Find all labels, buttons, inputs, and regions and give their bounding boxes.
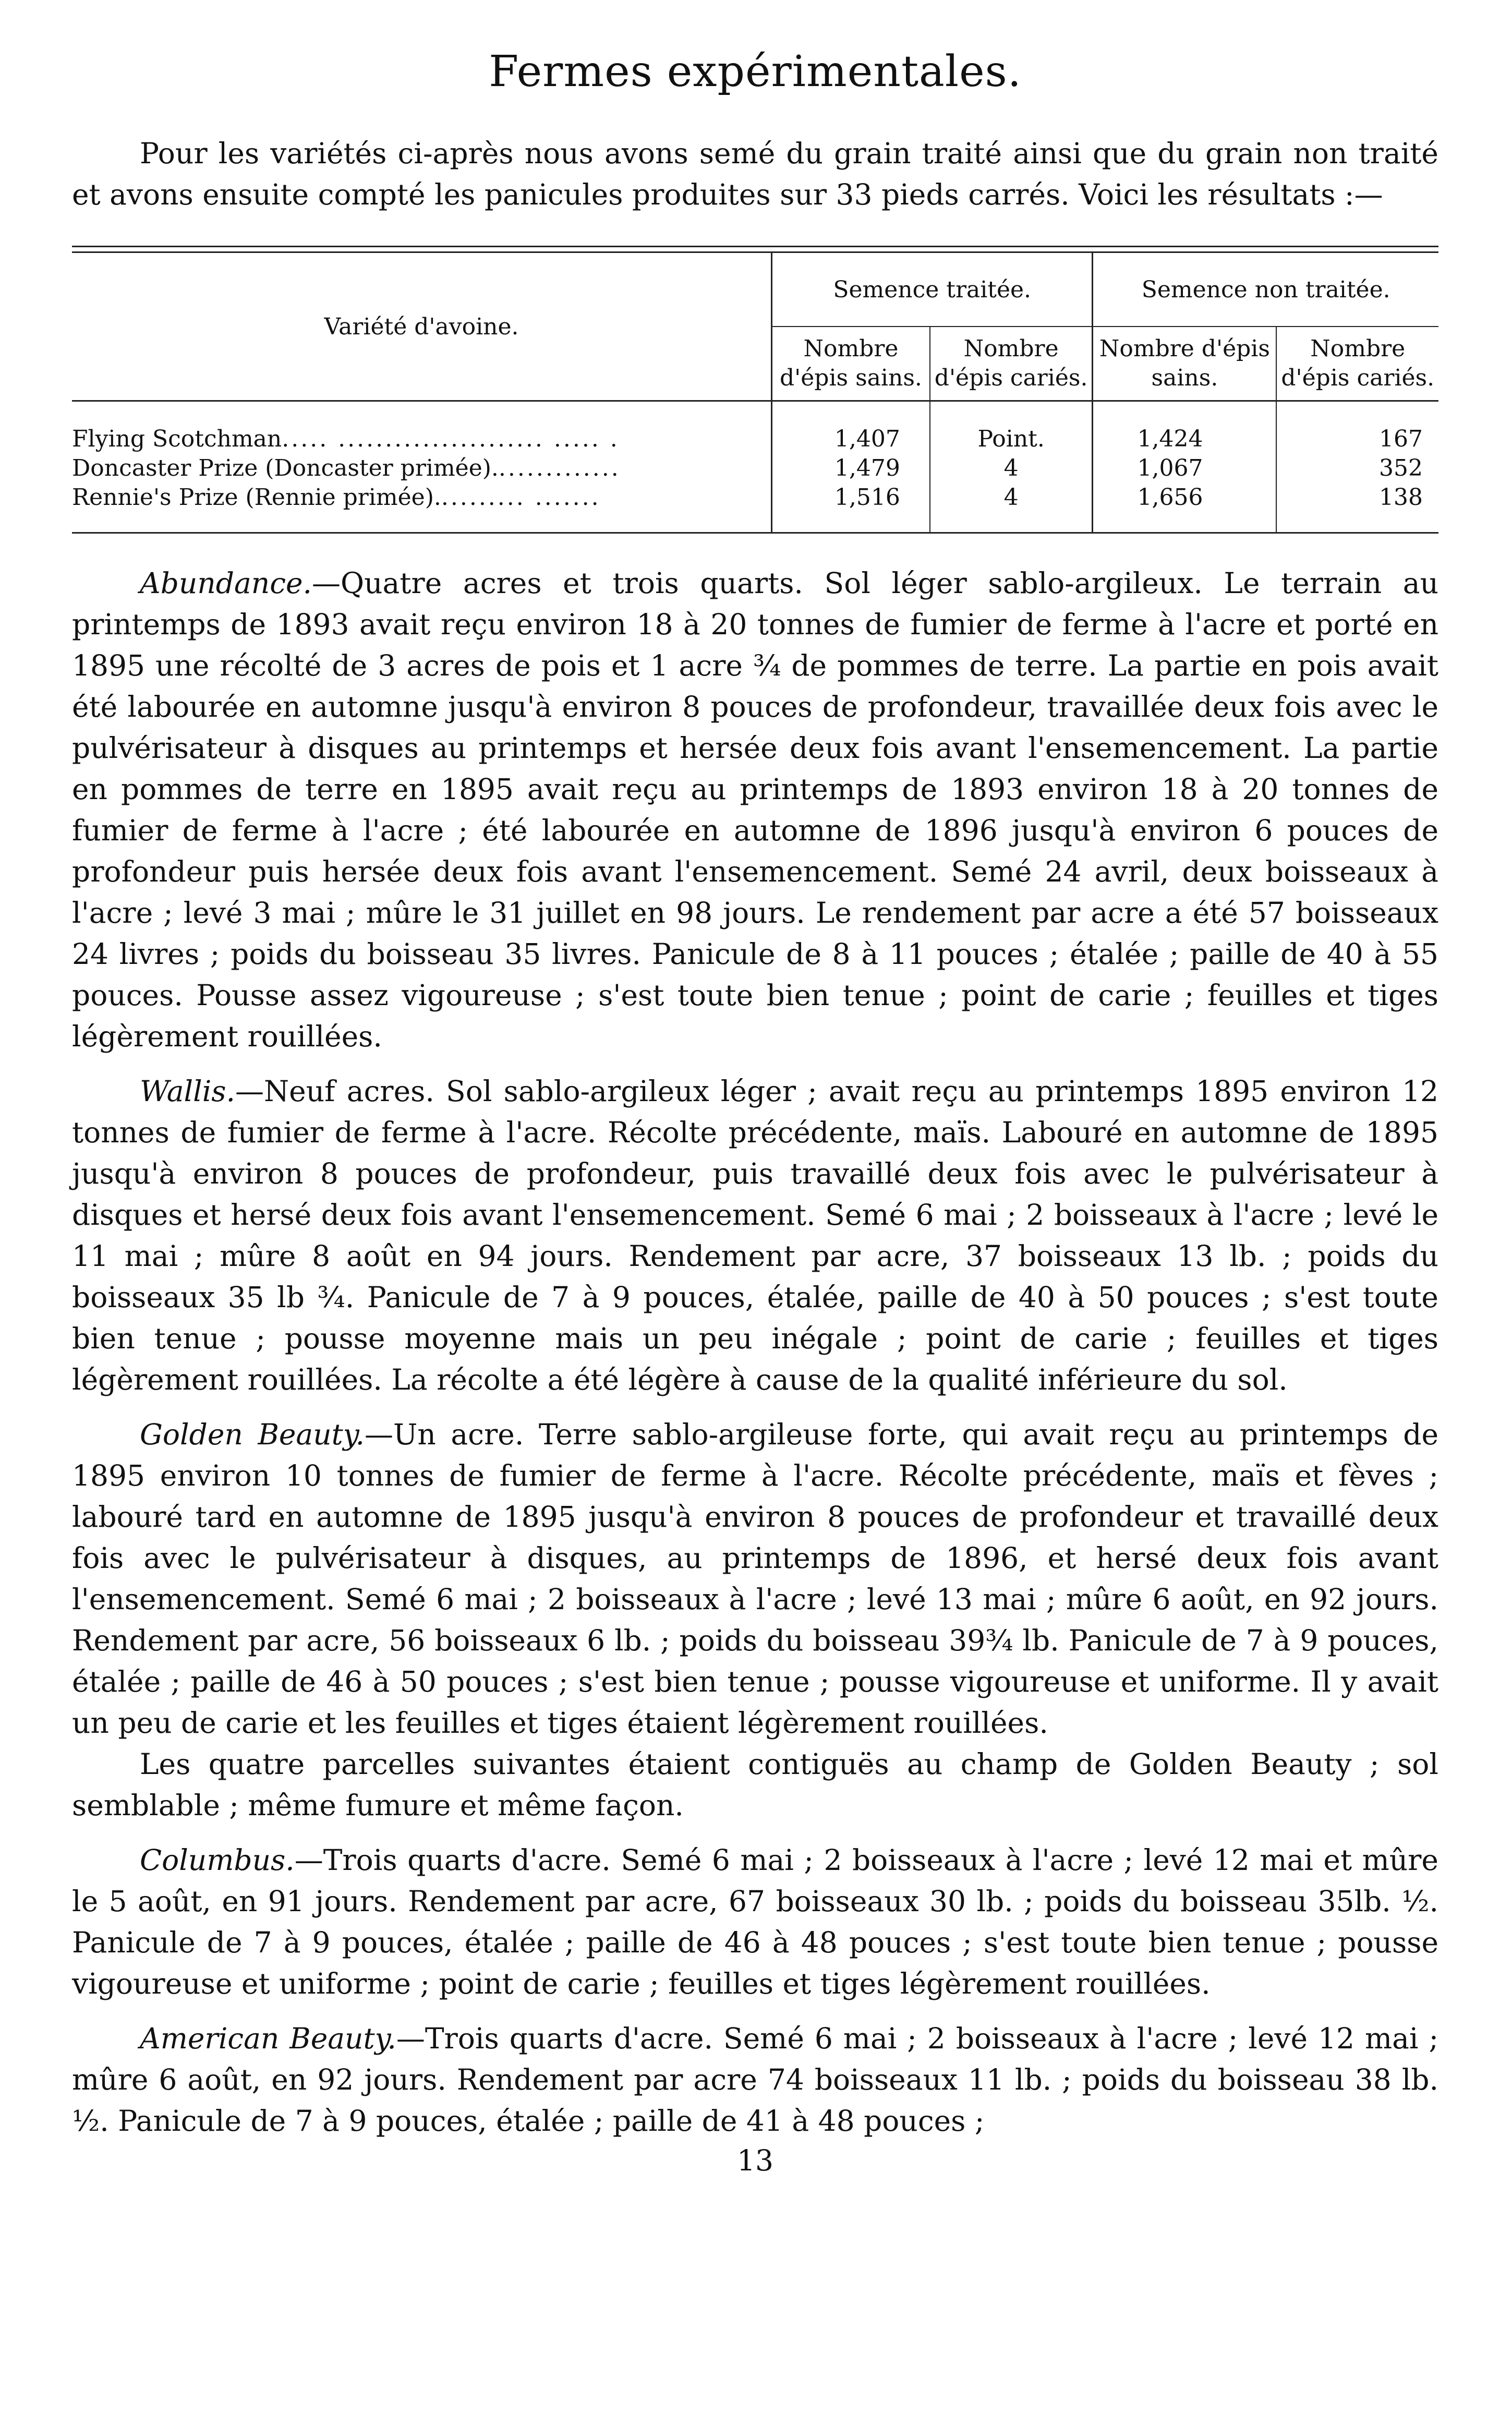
section-heading: American Beauty. — [140, 2022, 396, 2055]
section-heading: Golden Beauty. — [140, 1418, 365, 1451]
row-untreated-smut: 352 — [1276, 454, 1438, 483]
table-bottom-rule — [72, 532, 1438, 534]
row-untreated-healthy: 1,656 — [1093, 483, 1277, 532]
section-abundance — [72, 563, 1438, 1057]
section-heading: Abundance. — [140, 566, 312, 600]
section-text: —Trois quarts d'acre. Semé 6 mai ; 2 boisseaux à l'acre ; levé 12 mai ; mûre 6 août, en 92 jours. Rendement par acre 74 boisseaux 11 lb. ; poids du boisseau 38 lb. ½. Panicule de 7 à 9 pouces, étalée ; paille de 41 à 48 pouces ; — [72, 2022, 1438, 2138]
sub-header-untreated-healthy: Nombre d'épis sains. — [1093, 327, 1277, 401]
table-row — [72, 454, 1438, 483]
section-heading: Wallis. — [140, 1075, 236, 1108]
sub-header-treated-healthy: Nombre d'épis sains. — [772, 327, 930, 401]
row-untreated-smut: 167 — [1276, 401, 1438, 454]
document-page — [72, 47, 1438, 2177]
page-number: 13 — [737, 2144, 773, 2177]
table-top-rule — [72, 246, 1438, 253]
treated-group-header: Semence traitée. — [772, 253, 1093, 327]
table-row — [72, 401, 1438, 454]
section-wallis — [72, 1071, 1438, 1401]
section-text: Les quatre parcelles suivantes étaient contiguës au champ de Golden Beauty ; sol semblable ; même fumure et même façon. — [72, 1747, 1438, 1822]
variety-header: Variété d'avoine. — [72, 253, 772, 401]
section-golden-beauty — [72, 1414, 1438, 1744]
row-leader-dots: ..... ...................... ..... . — [282, 426, 620, 452]
row-treated-smut: Point. — [930, 401, 1093, 454]
row-untreated-healthy: 1,424 — [1093, 401, 1277, 454]
row-untreated-healthy: 1,067 — [1093, 454, 1277, 483]
section-heading: Columbus. — [140, 1843, 295, 1877]
row-untreated-smut: 138 — [1276, 483, 1438, 532]
section-text: —Un acre. Terre sablo-argileuse forte, qui avait reçu au printemps de 1895 environ 10 tonnes de fumier de ferme à l'acre. Récolte précédente, maïs et fèves ; labouré tard en automne de 1895 jusqu'à environ 8 pouces de profondeur et travaillé deux fois avec le pulvérisateur à disques, au printemps de 1896, et hersé deux fois avant l'ensemencement. Semé 6 mai ; 2 boisseaux à l'acre ; levé 13 mai ; mûre 6 août, en 92 jours. Rendement par acre, 56 boisseaux 6 lb. ; poids du boisseau 39¾ lb. Panicule de 7 à 9 pouces, étalée ; paille de 46 à 50 pouces ; s'est bien tenue ; pousse vigoureuse et uniforme. Il y avait un peu de carie et les feuilles et tiges étaient légèrement rouillées. — [72, 1418, 1438, 1740]
row-variety-name: Flying Scotchman — [72, 426, 282, 452]
results-table — [72, 246, 1438, 534]
results-grid — [72, 253, 1438, 532]
row-variety-name: Doncaster Prize (Doncaster primée). — [72, 455, 499, 481]
untreated-group-header: Semence non traitée. — [1093, 253, 1438, 327]
table-row — [72, 483, 1438, 532]
section-text: —Trois quarts d'acre. Semé 6 mai ; 2 boisseaux à l'acre ; levé 12 mai et mûre le 5 août, en 91 jours. Rendement par acre, 67 boisseaux 30 lb. ; poids du boisseau 35lb. ½. Panicule de 7 à 9 pouces, étalée ; paille de 46 à 48 pouces ; s'est toute bien tenue ; pousse vigoureuse et uniforme ; point de carie ; feuilles et tiges légèrement rouillées. — [72, 1843, 1438, 2000]
sub-header-untreated-smut: Nombre d'épis cariés. — [1276, 327, 1438, 401]
section-text: —Neuf acres. Sol sablo-argileux léger ; avait reçu au printemps 1895 environ 12 tonnes de fumier de ferme à l'acre. Récolte précédente, maïs. Labouré en automne de 1895 jusqu'à environ 8 pouces de profondeur, puis travaillé deux fois avec le pulvérisateur à disques et hersé deux fois avant l'ensemencement. Semé 6 mai ; 2 boisseaux à l'acre ; levé le 11 mai ; mûre 8 août en 94 jours. Rendement par acre, 37 boisseaux 13 lb. ; poids du boisseaux 35 lb ¾. Panicule de 7 à 9 pouces, étalée, paille de 40 à 50 pouces ; s'est toute bien tenue ; pousse moyenne mais un peu inégale ; point de carie ; feuilles et tiges légèrement rouillées. La récolte a été légère à cause de la qualité inférieure du sol. — [72, 1075, 1438, 1396]
section-text: —Quatre acres et trois quarts. Sol léger sablo-argileux. Le terrain au printemps de 1893 avait reçu environ 18 à 20 tonnes de fumier de ferme à l'acre et porté en 1895 une récolté de 3 acres de pois et 1 acre ¾ de pommes de terre. La partie en pois avait été labourée en automne jusqu'à environ 8 pouces de profondeur, travaillée deux fois avec le pulvérisateur à disques au printemps et hersée deux fois avant l'ensemencement. La partie en pommes de terre en 1895 avait reçu au printemps de 1893 environ 18 à 20 tonnes de fumier de ferme à l'acre ; été labourée en automne de 1896 jusqu'à environ 6 pouces de profondeur puis hersée deux fois avant l'ensemencement. Semé 24 avril, deux boisseaux à l'acre ; levé 3 mai ; mûre le 31 juillet en 98 jours. Le rendement par acre a été 57 boisseaux 24 livres ; poids du boisseau 35 livres. Panicule de 8 à 11 pouces ; étalée ; paille de 40 à 55 pouces. Pousse assez vigoureuse ; s'est toute bien tenue ; point de carie ; feuilles et tiges légèrement rouillées. — [72, 566, 1438, 1053]
row-treated-healthy: 1,479 — [772, 454, 930, 483]
intro-paragraph: Pour les variétés ci-après nous avons semé du grain traité ainsi que du grain non traité et avons ensuite compté les panicules produites sur 33 pieds carrés. Voici les résultats :— — [72, 137, 1438, 211]
row-treated-healthy: 1,516 — [772, 483, 930, 532]
row-leader-dots: ......... ....... — [441, 484, 601, 511]
section-note — [72, 1744, 1438, 1826]
row-treated-healthy: 1,407 — [772, 401, 930, 454]
row-leader-dots: ............. — [498, 455, 621, 481]
section-columbus — [72, 1840, 1438, 2005]
row-treated-smut: 4 — [930, 454, 1093, 483]
row-variety-name: Rennie's Prize (Rennie primée). — [72, 484, 441, 511]
page-title: Fermes expérimentales. — [489, 47, 1022, 96]
section-american-beauty — [72, 2018, 1438, 2142]
sub-header-treated-smut: Nombre d'épis cariés. — [930, 327, 1093, 401]
row-treated-smut: 4 — [930, 483, 1093, 532]
